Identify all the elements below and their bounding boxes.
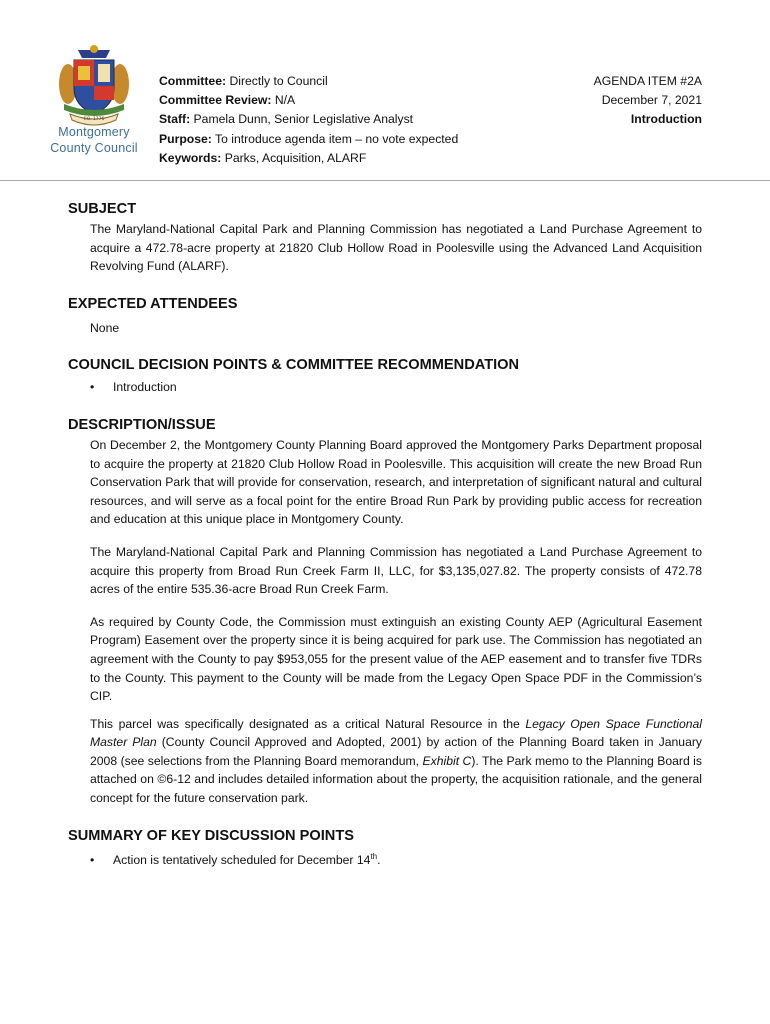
description-heading: DESCRIPTION/ISSUE [68,416,216,433]
decision-bullet [90,378,702,397]
agenda-block [594,72,702,130]
bullet-icon: • [90,380,95,395]
decision-heading: COUNCIL DECISION POINTS & COMMITTEE RECOMMENDATION [68,357,520,374]
agenda-date: December 7, 2021 [601,93,702,108]
crest-crown [90,45,98,53]
plan-title: Legacy Open Space Functional Master Plan [90,716,702,750]
description-p1: On December 2, the Montgomery County Planning Board approved the Montgomery Parks Department proposal to acquire the property at 21820 Club Hollow Road in Poolesville. This acquisition will create the new Broad Run Conservation Park that will provide for conservation, research, and interpretation of significant natural and cultural resources, and will serve as a focal point for the entire Broad Run Park by providing public access for recreation and education at this unique place in Montgomery County. [90,437,702,527]
summary-heading: SUMMARY OF KEY DISCUSSION POINTS [68,827,354,844]
document-header [0,0,770,182]
description-p3: As required by County Code, the Commission must extinguish an existing County AEP (Agricultural Easement Program) Easement over the property since it is being acquired for park use. The Commission has negotiated an agreement with the County to pay $953,055 for the present value of the AEP easement and to transfer five TDRs to the County. This payment to the County will be made from the Legacy Open Space PDF in the Commission’s CIP. [90,614,702,704]
review-value: N/A [274,93,296,108]
review-line [159,91,458,110]
org-name-line2: County Council [50,141,138,155]
decision-bullet-text: Introduction [113,380,177,395]
county-seal-logo [56,44,132,128]
meta-block [159,72,458,168]
attendees-heading: EXPECTED ATTENDEES [68,295,238,312]
committee-line [159,72,458,91]
staff-value: Pamela Dunn, Senior Legislative Analyst [193,112,414,127]
review-label: Committee Review: [159,93,272,108]
staff-line [159,110,458,129]
p4-part-c: ). The Park memo to the Planning Board is attached on ©6-12 and includes detailed information about the property, the acquisition rationale, and the general concept for the future conservation park. [90,753,702,806]
summary-bullet-sup: th [370,851,378,861]
shield-charge [78,66,90,80]
keywords-label: Keywords: [159,150,222,165]
committee-value: Directly to Council [229,74,328,88]
exhibit-ref: Exhibit C [422,753,472,768]
summary-bullet-text [113,853,381,867]
description-p4 [90,715,702,808]
summary-bullet [90,851,702,870]
attendees-text: None [90,320,120,335]
seal-text: CO. 1776 [83,117,105,122]
org-name [40,124,148,156]
committee-label: Committee: [159,74,227,88]
staff-label: Staff: [159,112,191,127]
org-name-line1: Montgomery [58,125,130,139]
shield-quarter-red-2 [94,86,114,100]
p4-part-a: This parcel was specifically designated as a critical Natural Resource in the [90,716,526,731]
agenda-status: Introduction [630,112,702,127]
subject-heading: SUBJECT [68,201,137,217]
summary-bullet-main: Action is tentatively scheduled for December 14 [113,852,371,867]
document-body [68,198,702,869]
bullet-icon: • [90,852,95,867]
purpose-value: To introduce agenda item – no vote expected [215,131,459,146]
header-divider [0,180,770,181]
agenda-item: AGENDA ITEM #2A [593,74,702,88]
purpose-label: Purpose: [159,131,212,146]
shield-charge-2 [98,64,110,82]
description-p2: The Maryland-National Capital Park and Planning Commission has negotiated a Land Purchase Agreement to acquire this property from Broad Run Creek Farm II, LLC, for $3,135,027.82. The property consists of 472.78 acres of the entire 535.36-acre Broad Run Creek Farm. [90,544,702,597]
purpose-line [159,130,458,149]
p4-part-b: (County Council Approved and Adopted, 2001) by action of the Planning Board taken in January 2008 (see selections from the Planning Board memorandum, [90,735,702,768]
keywords-line [159,149,458,168]
county-seal-icon [56,44,132,128]
subject-text: The Maryland-National Capital Park and Planning Commission has negotiated a Land Purchase Agreement to acquire a 472.78-acre property at 21820 Club Hollow Road in Poolesville using the Advanced Land Acquisition Revolving Fund (ALARF). [90,222,702,274]
summary-bullet-end: . [377,852,381,867]
keywords-value: Parks, Acquisition, ALARF [224,150,367,165]
